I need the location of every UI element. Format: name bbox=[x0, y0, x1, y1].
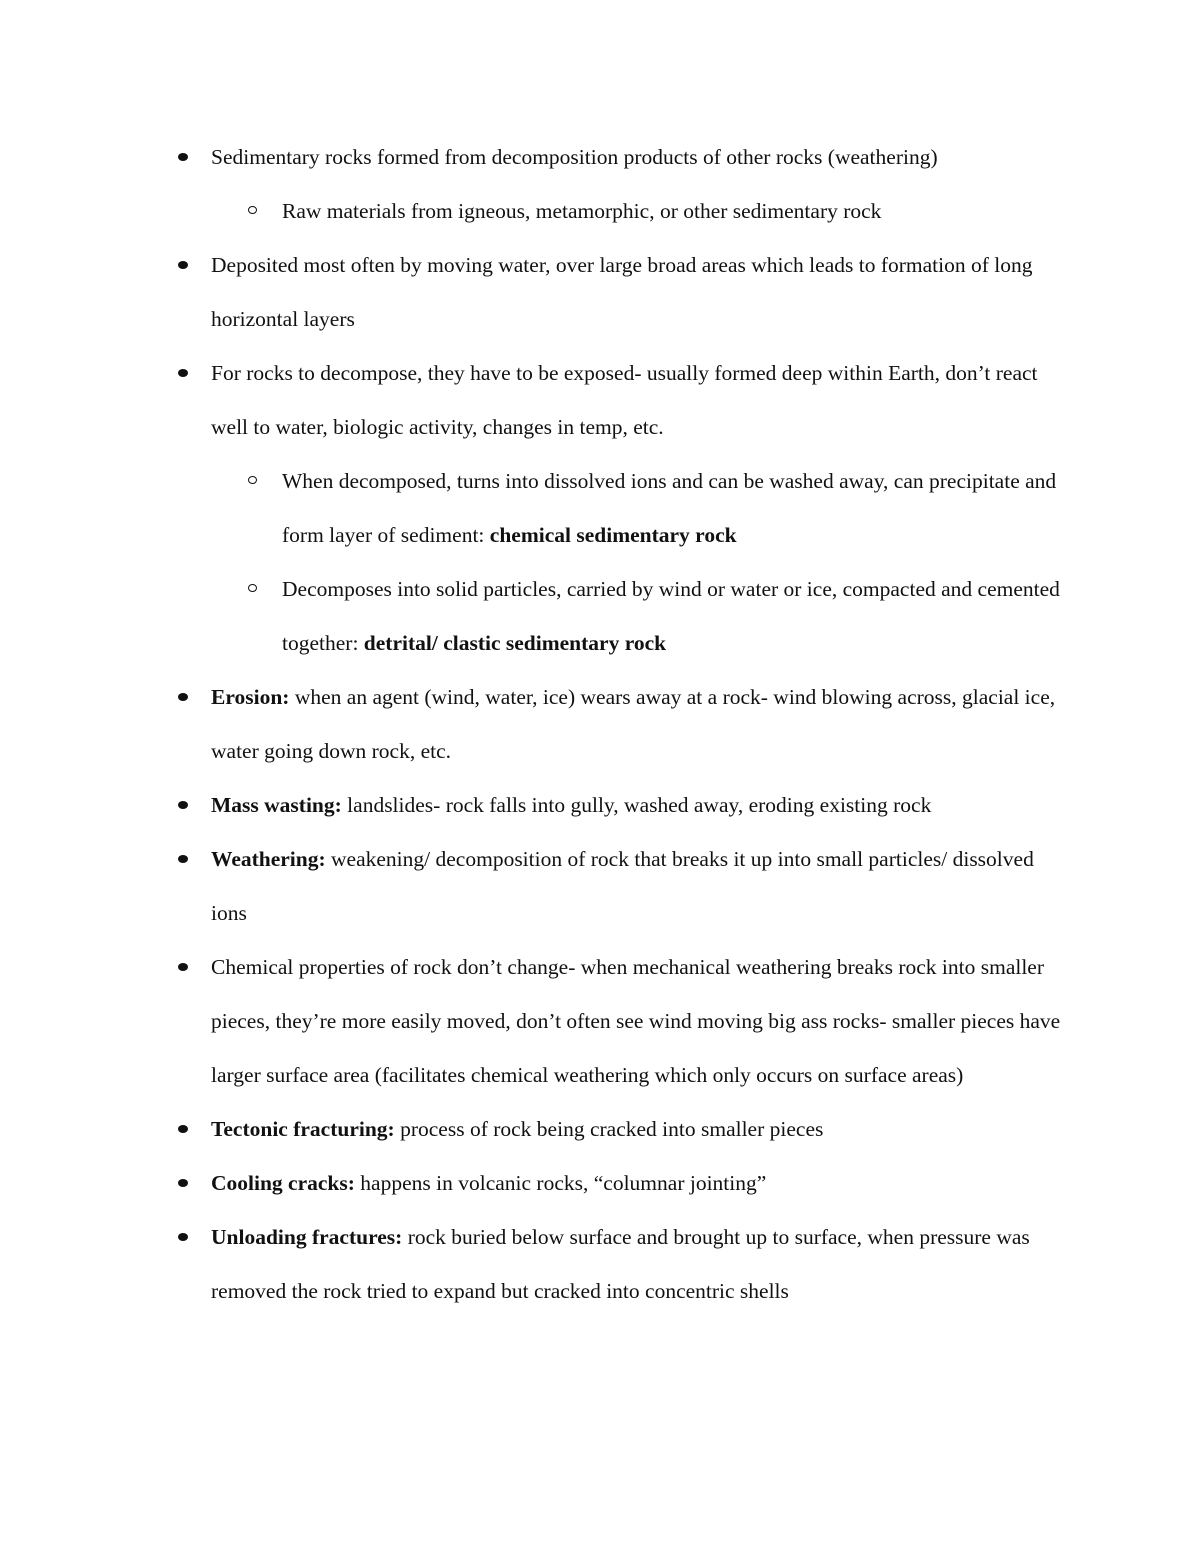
list-item bbox=[0, 832, 1061, 940]
term-label: Weathering: bbox=[211, 847, 326, 871]
item-text: For rocks to decompose, they have to be exposed- usually formed deep within Earth, don’t react well to water, biologic activity, changes in temp, etc. bbox=[211, 361, 1038, 439]
bullet-disc-icon bbox=[178, 1125, 188, 1133]
sub-list-item bbox=[0, 184, 1062, 238]
list-item bbox=[0, 1210, 1061, 1318]
item-text: happens in volcanic rocks, “columnar jointing” bbox=[354, 1171, 767, 1195]
list-item bbox=[0, 940, 1061, 1102]
bullet-circle-icon bbox=[248, 206, 257, 214]
bullet-disc-icon bbox=[178, 369, 188, 377]
term-label: Cooling cracks: bbox=[211, 1171, 355, 1195]
item-text: weakening/ decomposition of rock that breaks it up into small particles/ dissolved ions bbox=[211, 847, 1034, 925]
bold-phrase: detrital/ clastic sedimentary rock bbox=[363, 631, 667, 655]
item-text: rock buried below surface and brought up to surface, when pressure was removed the rock tried to expand but cracked into concentric shells bbox=[211, 1225, 1030, 1303]
list-item bbox=[0, 670, 1061, 778]
list-item bbox=[0, 238, 1061, 346]
bullet-disc-icon bbox=[178, 153, 188, 161]
bullet-disc-icon bbox=[178, 1179, 188, 1187]
sub-list-item bbox=[0, 562, 1062, 670]
bullet-disc-icon bbox=[178, 963, 188, 971]
term-label: Tectonic fracturing: bbox=[211, 1117, 395, 1141]
list-item bbox=[0, 130, 1061, 184]
item-text: Chemical properties of rock don’t change- when mechanical weathering breaks rock into smaller pieces, they’re more easily moved, don’t often see wind moving big ass rocks- smaller pieces have larger surface area (facilitates chemical weathering which only occurs on surface areas) bbox=[211, 955, 1061, 1087]
notes-list bbox=[0, 130, 1200, 1318]
bullet-circle-icon bbox=[248, 476, 257, 484]
bullet-disc-icon bbox=[178, 855, 188, 863]
item-text: process of rock being cracked into smaller pieces bbox=[394, 1117, 824, 1141]
bullet-disc-icon bbox=[178, 801, 188, 809]
item-text: Raw materials from igneous, metamorphic, or other sedimentary rock bbox=[282, 199, 882, 223]
bullet-circle-icon bbox=[248, 584, 257, 592]
item-text: When decomposed, turns into dissolved ions and can be washed away, can precipitate and form layer of sediment: bbox=[282, 469, 1057, 547]
list-item bbox=[0, 1102, 1061, 1156]
term-label: Mass wasting: bbox=[211, 793, 342, 817]
item-text: landslides- rock falls into gully, washed away, eroding existing rock bbox=[341, 793, 932, 817]
list-item bbox=[0, 346, 1061, 454]
term-label: Erosion: bbox=[211, 685, 290, 709]
item-text: Sedimentary rocks formed from decomposition products of other rocks (weathering) bbox=[211, 145, 938, 169]
bullet-disc-icon bbox=[178, 1233, 188, 1241]
bullet-disc-icon bbox=[178, 261, 188, 269]
bold-phrase: chemical sedimentary rock bbox=[489, 523, 737, 547]
item-text: Deposited most often by moving water, over large broad areas which leads to formation of long horizontal layers bbox=[211, 253, 1033, 331]
item-text: Decomposes into solid particles, carried by wind or water or ice, compacted and cemented together: bbox=[282, 577, 1060, 655]
item-text: when an agent (wind, water, ice) wears away at a rock- wind blowing across, glacial ice, water going down rock, etc. bbox=[211, 685, 1056, 763]
term-label: Unloading fractures: bbox=[211, 1225, 403, 1249]
list-item bbox=[0, 1156, 1061, 1210]
sub-list-item bbox=[0, 454, 1062, 562]
list-item bbox=[0, 778, 1061, 832]
bullet-disc-icon bbox=[178, 693, 188, 701]
